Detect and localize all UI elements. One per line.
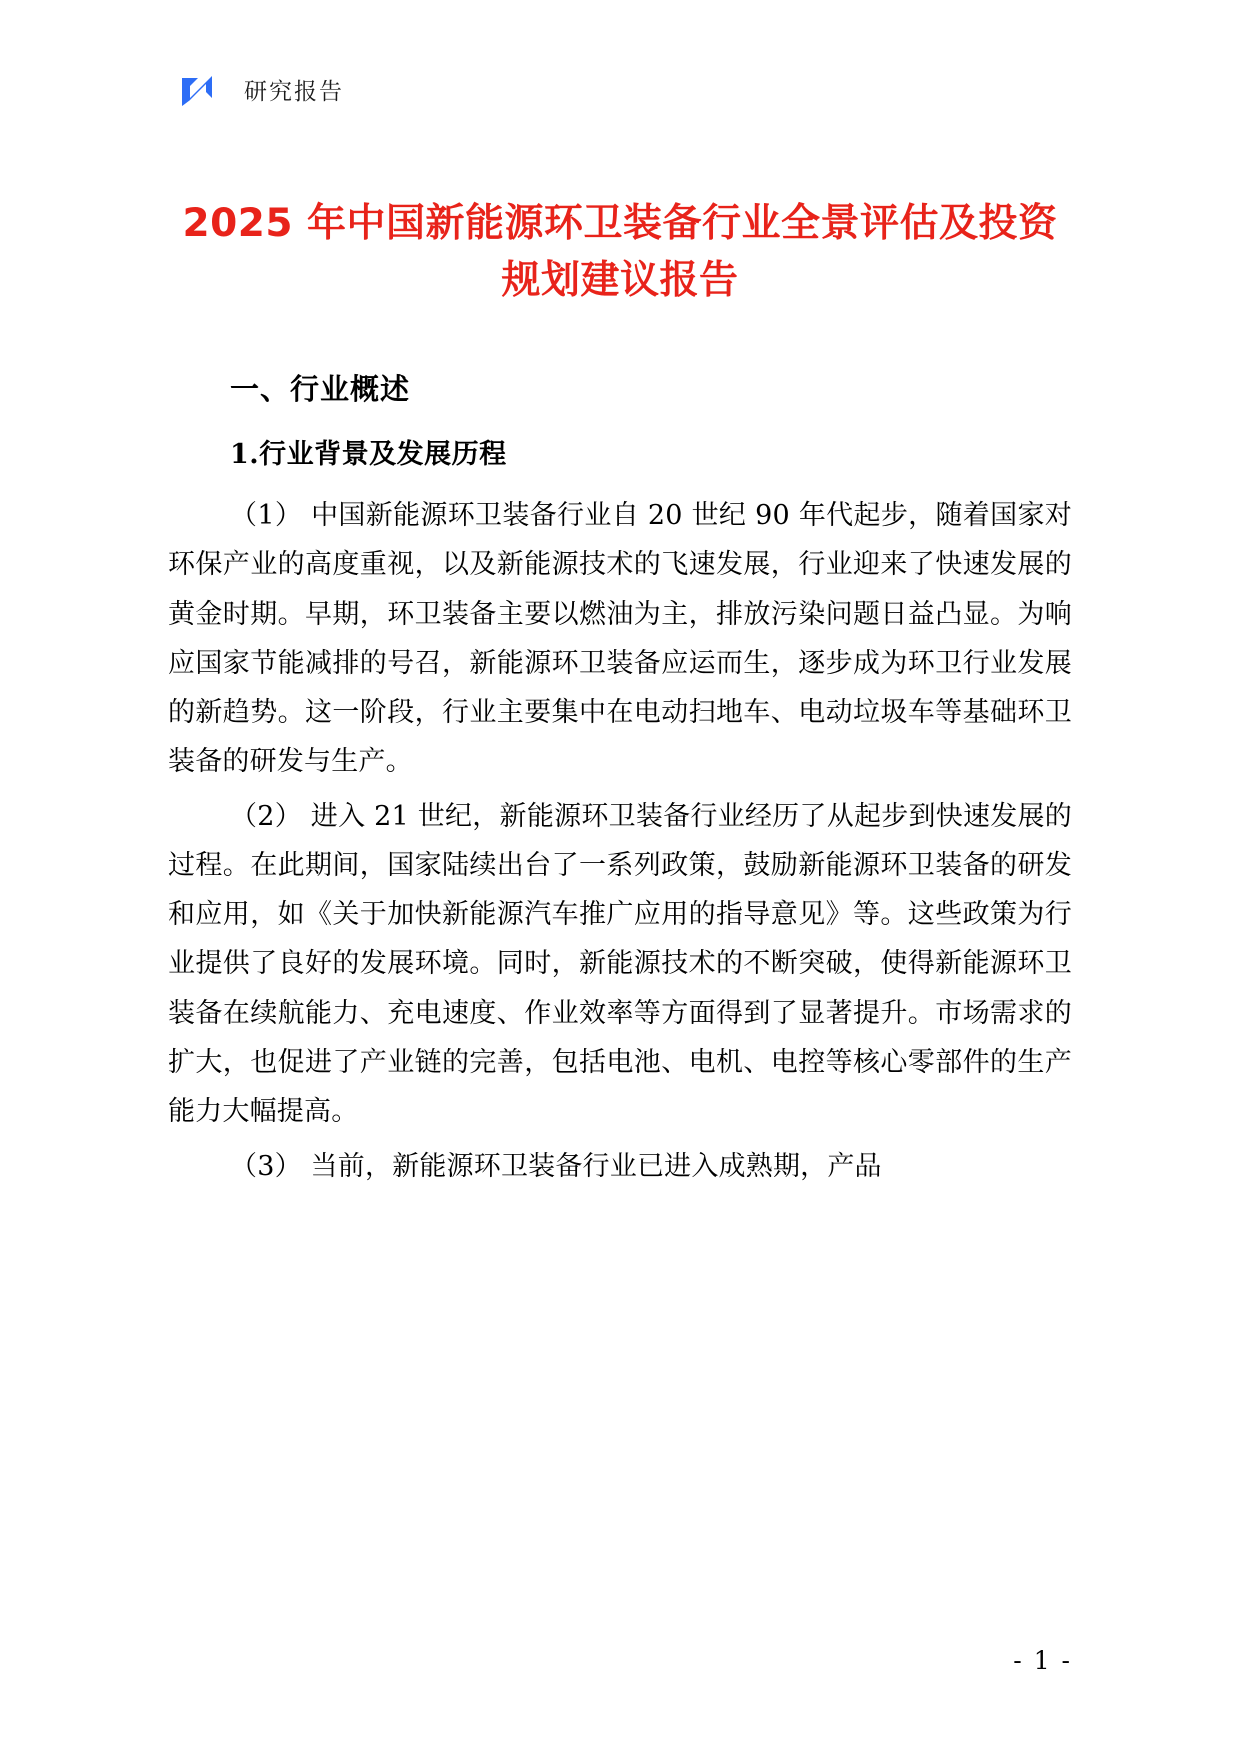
logo-label: 研究报告 xyxy=(244,78,344,105)
paragraph-2: （2） 进入 21 世纪，新能源环卫装备行业经历了从起步到快速发展的过程。在此期间，国家陆续出台了一系列政策，鼓励新能源环卫装备的研发和应用，如《关于加快新能源汽车推广应用的指导意见》等。这些政策为行业提供了良好的发展环境。同时，新能源技术的不断突破，使得新能源环卫装备在续航能力、充电速度、作业效率等方面得到了显著提升。市场需求的扩大，也促进了产业链的完善，包括电池、电机、电控等核心零部件的生产能力大幅提高。 xyxy=(168,801,1072,1127)
paragraph-1: （1） 中国新能源环卫装备行业自 20 世纪 90 年代起步，随着国家对环保产业的高度重视，以及新能源技术的飞速发展，行业迎来了快速发展的黄金时期。早期，环卫装备主要以燃油为主，排放污染问题日益凸显。为响应国家节能减排的号召，新能源环卫装备应运而生，逐步成为环卫行业发展的新趋势。这一阶段，行业主要集中在电动扫地车、电动垃圾车等基础环卫装备的研发与生产。 xyxy=(168,500,1072,777)
report-logo xyxy=(168,58,344,120)
paragraph-3: （3） 当前，新能源环卫装备行业已进入成熟期，产品 xyxy=(230,1150,882,1182)
sub-heading: 1.行业背景及发展历程 xyxy=(230,438,507,470)
page-title: 2025 年中国新能源环卫装备行业全景评估及投资规划建议报告 xyxy=(182,201,1058,303)
page-number: - 1 - xyxy=(1013,1646,1072,1675)
arrow-logo-icon xyxy=(168,58,230,120)
document-body xyxy=(168,368,1072,1197)
section-heading: 一、行业概述 xyxy=(230,372,411,406)
